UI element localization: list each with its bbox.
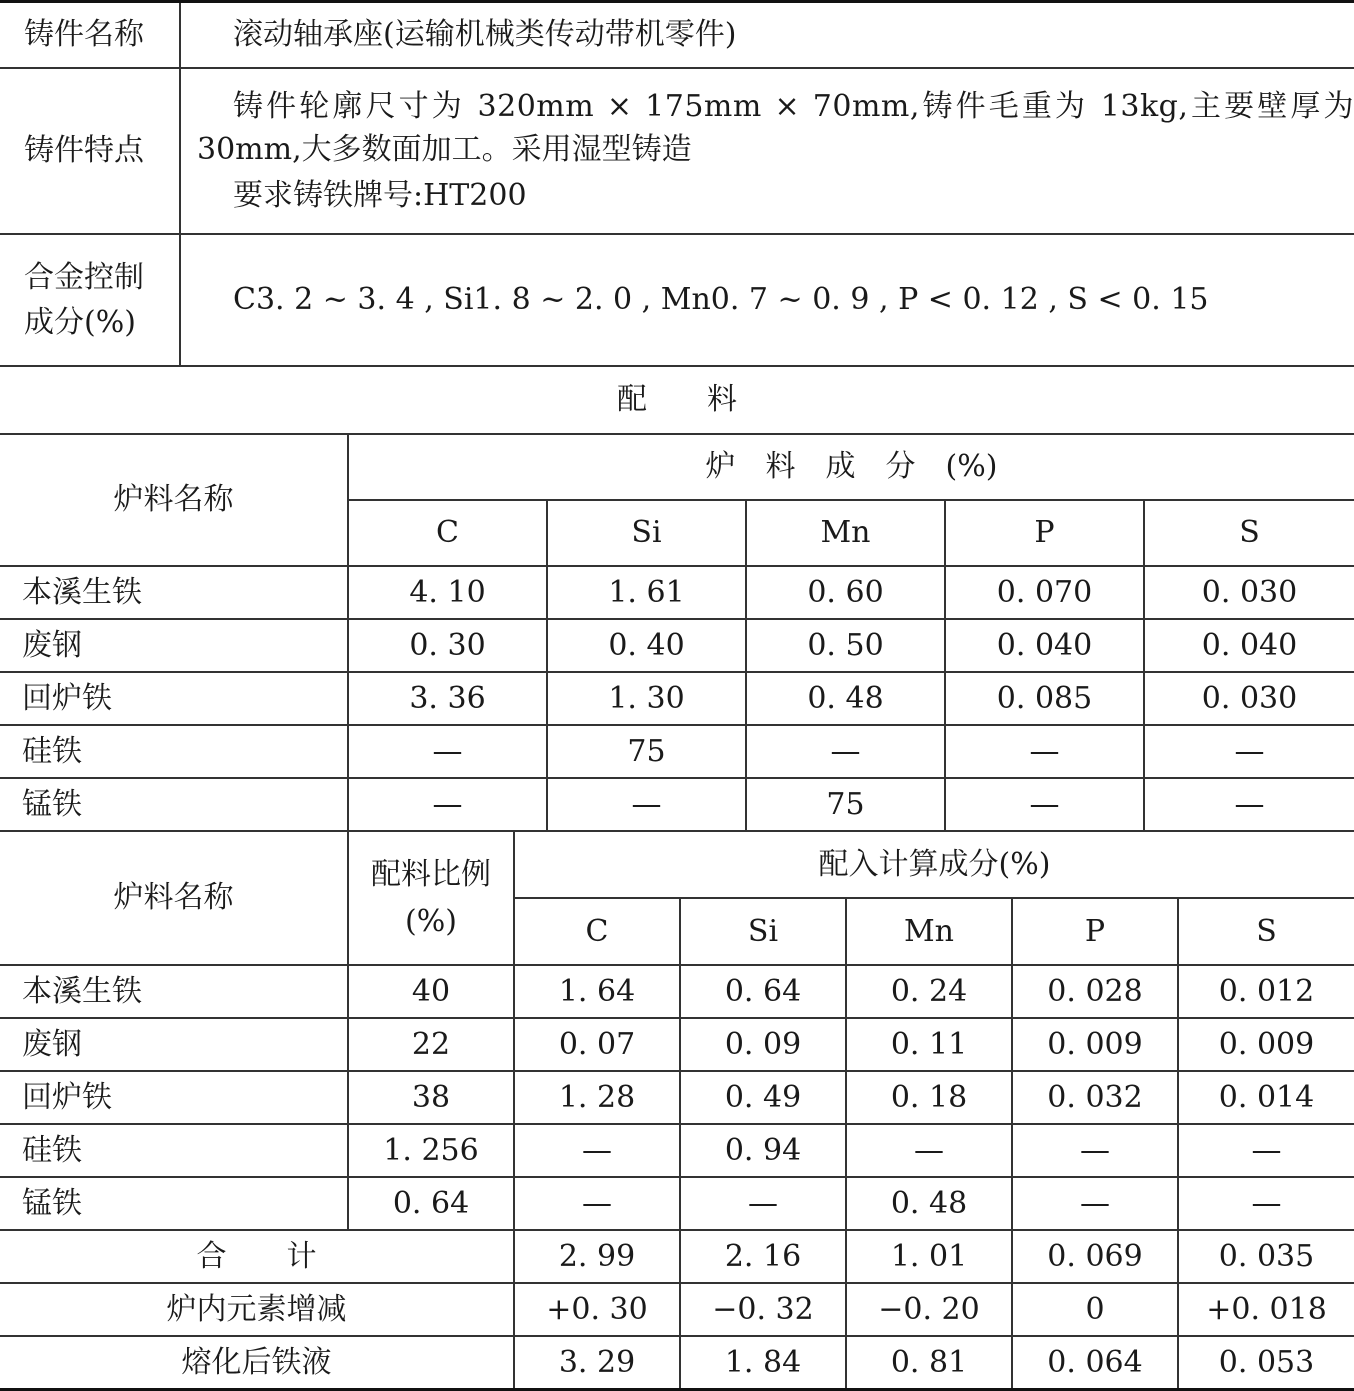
summary-value: 3. 29 <box>514 1336 680 1390</box>
features-line-1: 铸件轮廓尺寸为 320mm × 175mm × 70mm,铸件毛重为 13kg,主要壁厚为 <box>233 88 1354 124</box>
table-row <box>0 672 1354 725</box>
calculated-value: 0. 028 <box>1012 965 1178 1018</box>
calculated-value: — <box>1012 1124 1178 1177</box>
calculated-value: 1. 28 <box>514 1071 680 1124</box>
calculated-value: 0. 48 <box>846 1177 1012 1230</box>
casting-name-value: 滚动轴承座(运输机械类传动带机零件) <box>233 17 737 53</box>
table-row <box>0 1124 1354 1177</box>
t2-col-mn: Mn <box>846 898 1012 965</box>
composition-value: — <box>945 725 1144 778</box>
alloy-control-row <box>0 234 1354 366</box>
table-row <box>0 725 1354 778</box>
casting-info-table <box>0 0 1354 367</box>
composition-value: 0. 40 <box>547 619 746 672</box>
material-name: 回炉铁 <box>0 672 348 725</box>
summary-value: 0. 053 <box>1178 1336 1354 1390</box>
composition-value: 1. 61 <box>547 566 746 619</box>
t2-ratio-header-line-2: (%) <box>405 904 457 939</box>
calculated-value: 0. 009 <box>1012 1018 1178 1071</box>
calculated-value: — <box>1178 1177 1354 1230</box>
composition-value: 0. 030 <box>1144 566 1354 619</box>
composition-value: 0. 30 <box>348 619 547 672</box>
t1-col-p: P <box>945 500 1144 566</box>
t2-group-header-row <box>0 832 1354 898</box>
summary-label: 合 计 <box>0 1230 514 1283</box>
features-line-2: 30mm,大多数面加工。采用湿型铸造 <box>197 132 692 168</box>
calculated-value: 0. 24 <box>846 965 1012 1018</box>
t2-ratio-header-line-1: 配料比例 <box>371 856 491 892</box>
composition-value: — <box>348 778 547 831</box>
charge-ratio: 0. 64 <box>348 1177 514 1230</box>
section-title: 配 料 <box>0 367 1354 435</box>
t2-col-si: Si <box>680 898 846 965</box>
material-name: 废钢 <box>0 619 348 672</box>
charge-ratio: 22 <box>348 1018 514 1071</box>
calculated-value: 0. 11 <box>846 1018 1012 1071</box>
charge-composition-table <box>0 435 1354 832</box>
summary-row <box>0 1336 1354 1390</box>
features-line-3: 要求铸铁牌号:HT200 <box>233 177 527 213</box>
casting-name-label: 铸件名称 <box>0 2 180 69</box>
calculated-value: — <box>846 1124 1012 1177</box>
summary-value: −0. 32 <box>680 1283 846 1336</box>
calculated-value: — <box>1012 1177 1178 1230</box>
summary-value: −0. 20 <box>846 1283 1012 1336</box>
alloy-label-line-2: 成分(%) <box>24 305 136 340</box>
alloy-control-value: C3. 2 ~ 3. 4 , Si1. 8 ~ 2. 0 , Mn0. 7 ~ 0. 9 , P < 0. 12 , S < 0. 15 <box>233 282 1209 318</box>
calculated-value: 0. 18 <box>846 1071 1012 1124</box>
t1-body <box>0 566 1354 831</box>
t1-col-s: S <box>1144 500 1354 566</box>
composition-value: 0. 60 <box>746 566 945 619</box>
material-name: 废钢 <box>0 1018 348 1071</box>
composition-value: 75 <box>746 778 945 831</box>
material-name: 硅铁 <box>0 1124 348 1177</box>
table-row <box>0 566 1354 619</box>
composition-value: — <box>746 725 945 778</box>
calculated-value: 0. 032 <box>1012 1071 1178 1124</box>
table-row <box>0 778 1354 831</box>
composition-value: 0. 085 <box>945 672 1144 725</box>
t2-col-s: S <box>1178 898 1354 965</box>
casting-features-row <box>0 68 1354 234</box>
t1-col-si: Si <box>547 500 746 566</box>
composition-value: 0. 040 <box>945 619 1144 672</box>
calculated-value: 0. 49 <box>680 1071 846 1124</box>
summary-value: 0. 069 <box>1012 1230 1178 1283</box>
material-name: 锰铁 <box>0 778 348 831</box>
charge-ratio: 40 <box>348 965 514 1018</box>
t2-name-header: 炉料名称 <box>0 832 348 965</box>
table-row <box>0 1177 1354 1230</box>
calculated-value: 0. 012 <box>1178 965 1354 1018</box>
summary-value: 0 <box>1012 1283 1178 1336</box>
calculated-value: 1. 64 <box>514 965 680 1018</box>
composition-value: 4. 10 <box>348 566 547 619</box>
summary-value: 0. 035 <box>1178 1230 1354 1283</box>
calculated-value: 0. 07 <box>514 1018 680 1071</box>
material-name: 锰铁 <box>0 1177 348 1230</box>
casting-name-row <box>0 2 1354 69</box>
calculated-value: 0. 09 <box>680 1018 846 1071</box>
summary-value: 0. 064 <box>1012 1336 1178 1390</box>
table-row <box>0 619 1354 672</box>
composition-value: 1. 30 <box>547 672 746 725</box>
summary-value: 1. 01 <box>846 1230 1012 1283</box>
summary-row <box>0 1230 1354 1283</box>
calculated-value: — <box>514 1177 680 1230</box>
composition-value: 0. 070 <box>945 566 1144 619</box>
material-name: 本溪生铁 <box>0 965 348 1018</box>
summary-label: 熔化后铁液 <box>0 1336 514 1390</box>
composition-value: — <box>547 778 746 831</box>
t1-col-mn: Mn <box>746 500 945 566</box>
calculated-value: 0. 94 <box>680 1124 846 1177</box>
composition-value: 3. 36 <box>348 672 547 725</box>
composition-value: 0. 48 <box>746 672 945 725</box>
composition-value: — <box>1144 778 1354 831</box>
t2-col-p: P <box>1012 898 1178 965</box>
charge-ratio: 38 <box>348 1071 514 1124</box>
summary-label: 炉内元素增减 <box>0 1283 514 1336</box>
composition-value: 0. 50 <box>746 619 945 672</box>
charge-ratio: 1. 256 <box>348 1124 514 1177</box>
material-name: 硅铁 <box>0 725 348 778</box>
calculated-value: 0. 009 <box>1178 1018 1354 1071</box>
material-name: 本溪生铁 <box>0 566 348 619</box>
table-row <box>0 1018 1354 1071</box>
t1-group-header-row <box>0 435 1354 500</box>
t2-col-c: C <box>514 898 680 965</box>
calculated-value: 0. 014 <box>1178 1071 1354 1124</box>
composition-value: — <box>945 778 1144 831</box>
calculated-value: — <box>1178 1124 1354 1177</box>
calculated-value: — <box>680 1177 846 1230</box>
composition-value: — <box>348 725 547 778</box>
table-row <box>0 1071 1354 1124</box>
calculated-value: — <box>514 1124 680 1177</box>
t1-group-header: 炉 料 成 分 (%) <box>348 435 1354 500</box>
calculated-value: 0. 64 <box>680 965 846 1018</box>
summary-value: 1. 84 <box>680 1336 846 1390</box>
composition-value: — <box>1144 725 1354 778</box>
summary-value: 2. 99 <box>514 1230 680 1283</box>
t1-name-header: 炉料名称 <box>0 435 348 566</box>
material-name: 回炉铁 <box>0 1071 348 1124</box>
t2-body <box>0 965 1354 1390</box>
casting-features-label: 铸件特点 <box>0 68 180 234</box>
summary-value: 2. 16 <box>680 1230 846 1283</box>
composition-value: 0. 030 <box>1144 672 1354 725</box>
summary-value: 0. 81 <box>846 1336 1012 1390</box>
table-row <box>0 965 1354 1018</box>
summary-row <box>0 1283 1354 1336</box>
summary-value: +0. 30 <box>514 1283 680 1336</box>
calculated-composition-table <box>0 832 1354 1391</box>
t2-group-header: 配入计算成分(%) <box>514 832 1354 898</box>
summary-value: +0. 018 <box>1178 1283 1354 1336</box>
alloy-label-line-1: 合金控制 <box>24 259 144 295</box>
t1-col-c: C <box>348 500 547 566</box>
composition-value: 75 <box>547 725 746 778</box>
composition-value: 0. 040 <box>1144 619 1354 672</box>
